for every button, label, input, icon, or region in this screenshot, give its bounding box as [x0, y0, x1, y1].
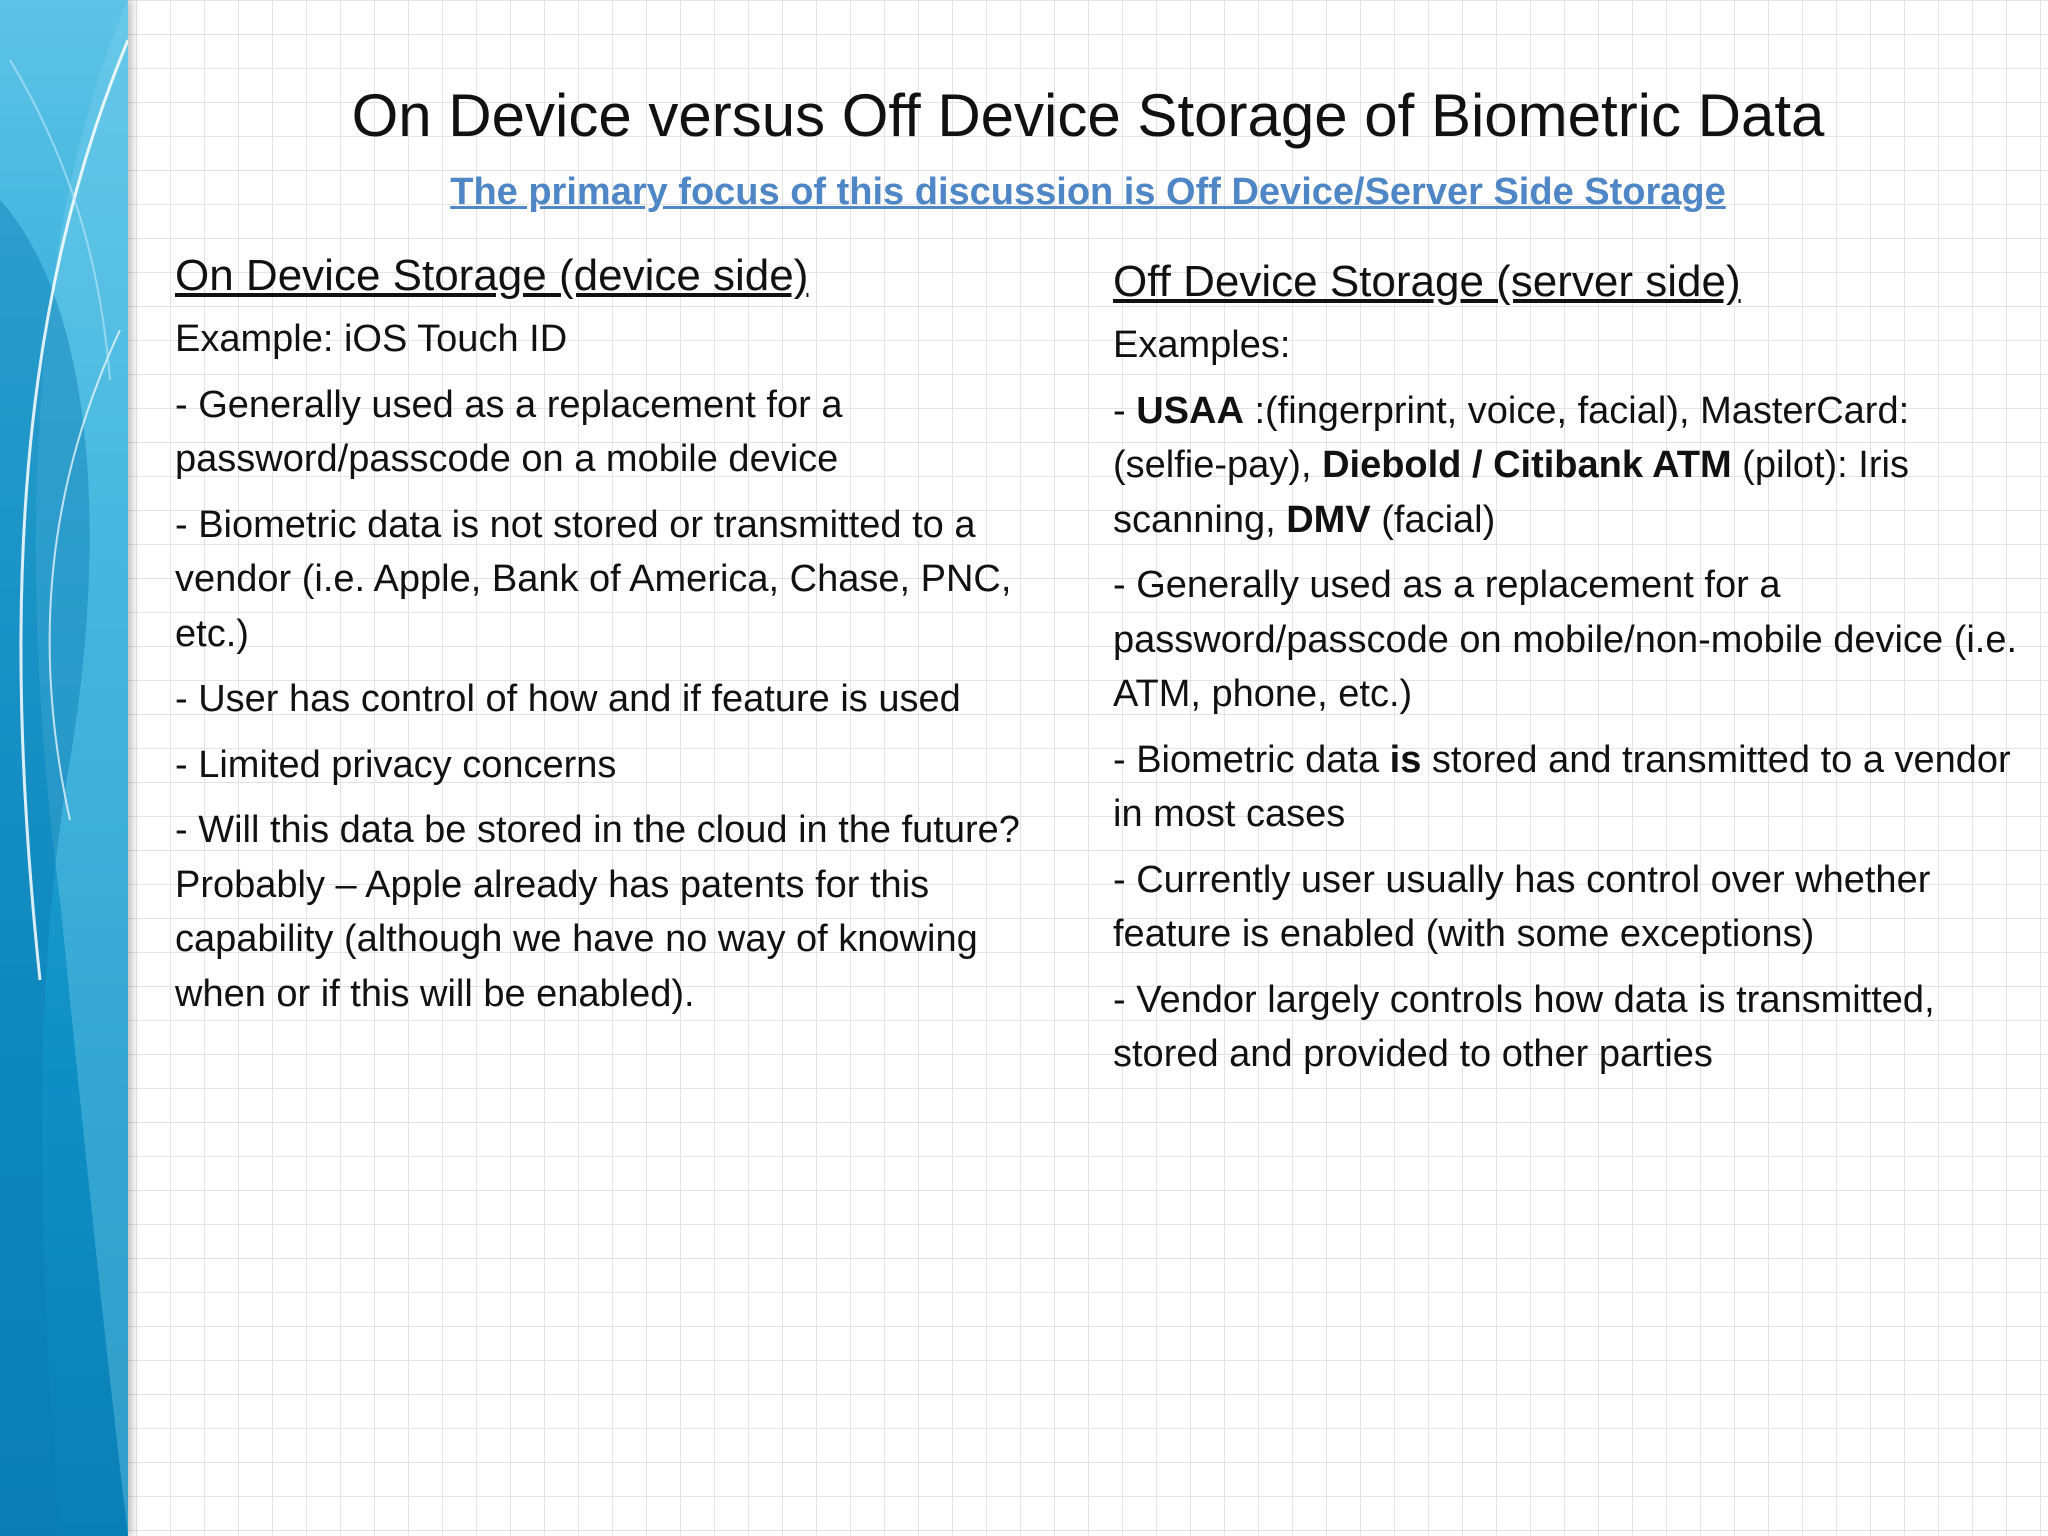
on-device-example: Example: iOS Touch ID — [175, 318, 568, 360]
on-device-column — [175, 246, 1055, 1032]
examples-usaa: USAA — [1136, 389, 1244, 432]
on-device-bullet-5: - Will this data be stored in the cloud in the future? Probably – Apple already has patents for this capability (although we have no way of knowing when or if this will be enabled). — [175, 809, 1020, 1015]
off-device-column — [1113, 252, 2033, 1093]
on-device-bullet-2: - Biometric data is not stored or transmitted to a vendor (i.e. Apple, Bank of America, Chase, PNC, etc.) — [175, 503, 1012, 655]
on-device-bullet-4: - Limited privacy concerns — [175, 743, 617, 786]
off-device-bullet-control: - Currently user usually has control over whether feature is enabled (with some exceptions) — [1113, 858, 1931, 955]
examples-diebold-detail: (pilot): Iris scanning, — [1113, 444, 1909, 541]
examples-usaa-detail: :(fingerprint, voice, facial), MasterCard: (selfie-pay), — [1113, 389, 1910, 486]
on-device-bullet-1: - Generally used as a replacement for a password/passcode on a mobile device — [175, 383, 843, 480]
examples-dmv: DMV — [1286, 498, 1371, 541]
on-device-bullet-3: - User has control of how and if feature is used — [175, 678, 961, 720]
stored-post: stored and transmitted to a vendor in most cases — [1113, 738, 2011, 835]
off-device-bullet-vendor: - Vendor largely controls how data is transmitted, stored and provided to other parties — [1113, 978, 1935, 1075]
swoosh-decoration — [0, 0, 128, 1536]
slide-subtitle: The primary focus of this discussion is Off Device/Server Side Storage — [450, 171, 1726, 213]
off-device-examples-label: Examples: — [1113, 324, 1291, 366]
stored-pre: - Biometric data — [1113, 738, 1390, 781]
examples-dmv-detail: (facial) — [1370, 498, 1496, 541]
slide-title: On Device versus Off Device Storage of Biometric Data — [351, 82, 1825, 149]
off-device-examples — [1113, 384, 2033, 548]
off-device-bullet-replacement: - Generally used as a replacement for a password/passcode on mobile/non-mobile device (i.e. ATM, phone, etc.) — [1113, 564, 2018, 715]
examples-dash: - — [1113, 389, 1137, 432]
stored-bold: is — [1389, 738, 1422, 781]
decorative-sidebar — [0, 0, 128, 1536]
off-device-bullet-stored — [1113, 733, 2033, 842]
on-device-heading: On Device Storage (device side) — [175, 251, 809, 300]
off-device-heading: Off Device Storage (server side) — [1113, 257, 1741, 306]
examples-diebold: Diebold / Citibank ATM — [1322, 444, 1732, 486]
